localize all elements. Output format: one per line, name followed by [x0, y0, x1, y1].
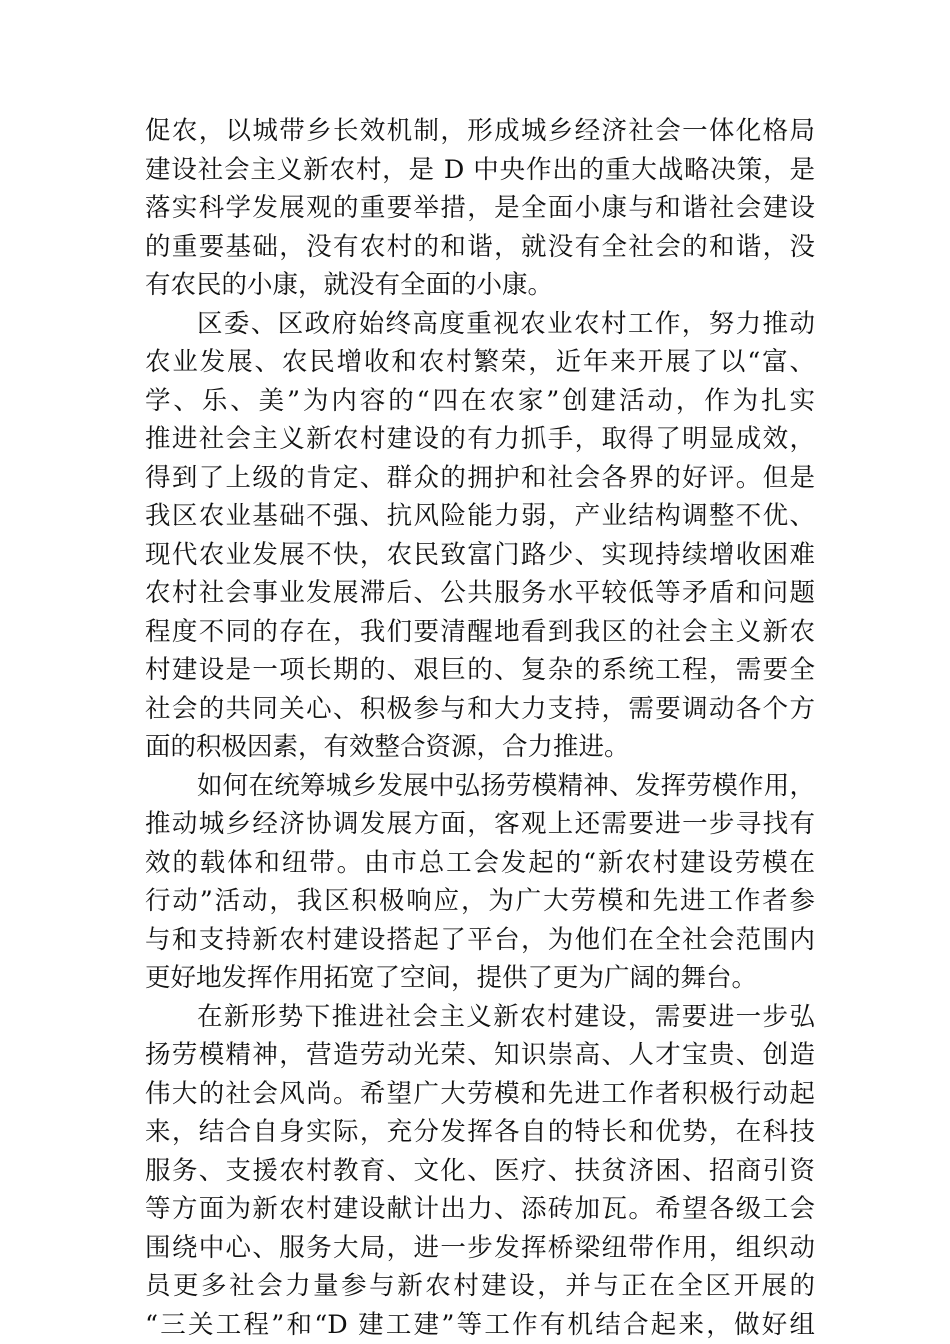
text-line: 与和支持新农村建设搭起了平台，为他们在全社会范围内 — [145, 924, 815, 955]
text-line: 推动城乡经济协调发展方面，客观上还需要进一步寻找有 — [145, 809, 815, 839]
text-line: 推进社会主义新农村建设的有力抓手，取得了明显成效， — [145, 424, 815, 454]
text-line: 围绕中心、服务大局，进一步发挥桥梁纽带作用，组织动 — [145, 1232, 815, 1263]
text-line: 农业发展、农民增收和农村繁荣，近年来开展了以“富、 — [145, 347, 815, 377]
text-line: 如何在统筹城乡发展中弘扬劳模精神、发挥劳模作用， — [197, 770, 815, 801]
text-line: 落实科学发展观的重要举措，是全面小康与和谐社会建设 — [145, 193, 815, 223]
text-line: 学、乐、美”为内容的“四在农家”创建活动，作为扎实 — [145, 385, 815, 416]
text-line: 行动”活动，我区积极响应，为广大劳模和先进工作者参 — [145, 886, 815, 916]
text-line: 区委、区政府始终高度重视农业农村工作，努力推动 — [197, 308, 815, 339]
text-line: 扬劳模精神，营造劳动光荣、知识崇高、人才宝贵、创造 — [145, 1040, 815, 1070]
text-line: 更好地发挥作用拓宽了空间，提供了更为广阔的舞台。 — [145, 963, 758, 993]
text-line: 村建设是一项长期的、艰巨的、复杂的系统工程，需要全 — [145, 655, 815, 685]
text-line: “三关工程”和“D 建工建”等工作有机结合起来，做好组 — [145, 1309, 815, 1340]
text-line: 等方面为新农村建设献计出力、添砖加瓦。希望各级工会 — [145, 1194, 815, 1224]
text-line: 在新形势下推进社会主义新农村建设，需要进一步弘 — [197, 1001, 815, 1032]
text-line: 现代农业发展不快，农民致富门路少、实现持续增收困难 — [145, 539, 815, 570]
text-line: 员更多社会力量参与新农村建设，并与正在全区开展的 — [145, 1271, 815, 1301]
text-line: 面的积极因素，有效整合资源，合力推进。 — [145, 732, 630, 762]
text-line: 的重要基础，没有农村的和谐，就没有全社会的和谐，没 — [145, 231, 815, 262]
text-line: 服务、支援农村教育、文化、医疗、扶贫济困、招商引资 — [145, 1155, 815, 1186]
text-line: 程度不同的存在，我们要清醒地看到我区的社会主义新农 — [145, 616, 815, 647]
text-line: 伟大的社会风尚。希望广大劳模和先进工作者积极行动起 — [145, 1078, 815, 1109]
text-line: 来，结合自身实际，充分发挥各自的特长和优势，在科技 — [145, 1117, 815, 1147]
text-line: 社会的共同关心、积极参与和大力支持，需要调动各个方 — [145, 693, 815, 724]
text-line: 我区农业基础不强、抗风险能力弱，产业结构调整不优、 — [145, 501, 815, 531]
text-line: 农村社会事业发展滞后、公共服务水平较低等矛盾和问题 — [145, 578, 815, 608]
text-line: 得到了上级的肯定、群众的拥护和社会各界的好评。但是 — [145, 462, 815, 493]
body-text — [145, 112, 815, 1344]
text-line: 建设社会主义新农村，是 D 中央作出的重大战略决策，是 — [145, 154, 815, 185]
text-line: 促农，以城带乡长效机制，形成城乡经济社会一体化格局 — [145, 116, 815, 146]
text-line: 效的载体和纽带。由市总工会发起的“新农村建设劳模在 — [145, 847, 815, 878]
text-line: 有农民的小康，就没有全面的小康。 — [145, 270, 554, 300]
